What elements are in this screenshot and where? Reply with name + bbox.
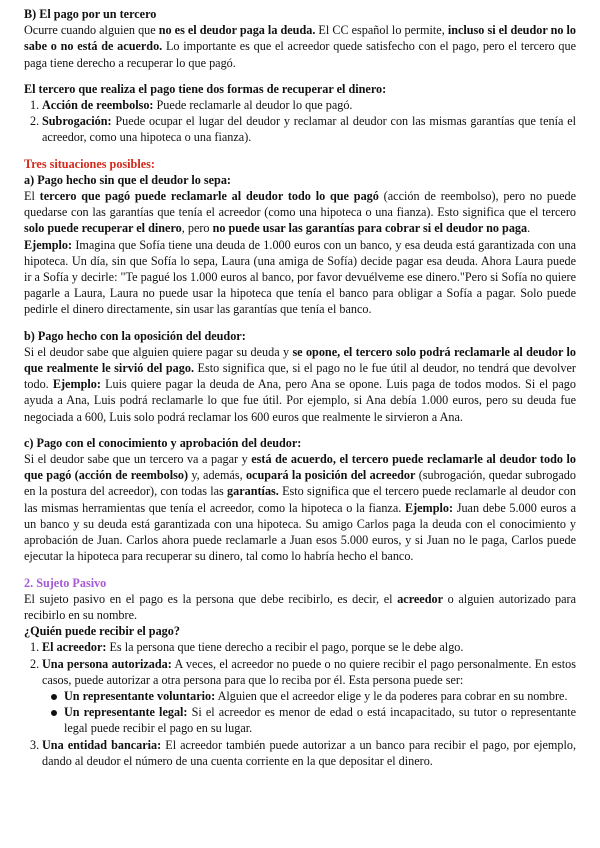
sub-list-item: Un representante voluntario: Alguien que el acreedor elige y le da poderes para cobrar en su nombre. xyxy=(42,688,576,704)
situation-a-heading: a) Pago hecho sin que el deudor lo sepa: xyxy=(24,172,231,187)
situation-a-body: El tercero que pagó puede reclamarle al deudor todo lo que pagó (acción de reembolso), pero no puede quedarse con las garantías que tenía el acreedor (como una hipoteca o una fianza). Esto significa que el tercero solo puede recuperar el dinero, pero no puede usar las garantías para cobrar si el deudor no paga. xyxy=(24,189,576,236)
forms-heading: El tercero que realiza el pago tiene dos formas de recuperar el dinero: xyxy=(24,81,387,96)
list-item: 3. Una entidad bancaria: El acreedor también puede autorizar a un banco para recibir el pago, por ejemplo, dando al deudor el número de una cuenta corriente en la que depositar el dinero. xyxy=(30,737,576,768)
situation-b-heading: b) Pago hecho con la oposición del deudor: xyxy=(24,328,246,343)
situations-heading: Tres situaciones posibles: xyxy=(24,156,155,171)
list-item: 2. Subrogación: Puede ocupar el lugar del deudor y reclamar al deudor con las mismas garantías que tenía el acreedor, como una hipoteca o una fianza). xyxy=(30,114,576,145)
section-2-question: ¿Quién puede recibir el pago? xyxy=(24,624,180,639)
list-item: 1. El acreedor: Es la persona que tiene derecho a recibir el pago, porque se le debe algo. xyxy=(30,640,464,655)
situation-a-example: Ejemplo: Imagina que Sofía tiene una deuda de 1.000 euros con un banco, y esa deuda está garantizada con una hipoteca. Un día, sin que Sofía lo sepa, Laura (una amiga de Sofía) decide pagar esa deuda. Ahora Laura puede ir a Sofía y decirle: "Te pagué los 1.000 euros al banco, por favor devuélveme ese dinero."Pero si Sofía no quiere pagarle a Laura, Laura no puede usar la hipoteca que tenía el banco para obligar a Sofía a pagar. Solo puede pedirle el dinero directamente, sin usar las garantías que tenía el banco. xyxy=(24,237,576,317)
situation-c-heading: c) Pago con el conocimiento y aprobación del deudor: xyxy=(24,435,302,450)
receivers-list xyxy=(24,639,576,769)
section-2-heading: 2. Sujeto Pasivo xyxy=(24,575,107,590)
list-item: 2. Una persona autorizada: A veces, el acreedor no puede o no quiere recibir el pago personalmente. En estos casos, puede autorizar a otra persona para que lo reciba por él. Esta persona puede ser: Un representante voluntario: Alguien que el acreedor elige y le da poderes para cobrar en su nombre. Un representante legal: Si el acreedor es menor de edad o está incapacitado, su tutor o representante legal puede recibir el pago en su lugar. xyxy=(30,656,577,736)
forms-list xyxy=(24,97,576,146)
section-2-intro: El sujeto pasivo en el pago es la persona que debe recibirlo, es decir, el acreedor o alguien autorizado para recibirlo en su nombre. xyxy=(24,591,576,622)
section-b-heading: B) El pago por un tercero xyxy=(24,7,157,21)
section-b-intro: Ocurre cuando alguien que no es el deudor paga la deuda. El CC español lo permite, incluso si el deudor no lo sabe o no está de acuerdo. Lo importante es que el acreedor quede satisfecho con el pago, pero el tercero que paga tiene derecho a recuperar lo que pagó. xyxy=(24,23,576,70)
list-item: 1. Acción de reembolso: Puede reclamarle al deudor lo que pagó. xyxy=(30,98,353,113)
sub-list-item: Un representante legal: Si el acreedor es menor de edad o está incapacitado, su tutor o representante legal puede recibir el pago en su lugar. xyxy=(42,704,576,736)
situation-b-body: Si el deudor sabe que alguien quiere pagar su deuda y se opone, el tercero solo podrá reclamarle al deudor lo que realmente le sirvió del pago. Esto significa que, si el pago no le fue útil al deudor, no tendrá que devolver todo. Ejemplo: Luis quiere pagar la deuda de Ana, pero Ana se opone. Luis paga de todos modos. Si el pago ayuda a Ana, Luis podrá reclamarle lo que fue útil. Por ejemplo, si Ana debía 1.000 euros, pero su deuda fue negociada a 600, Luis solo podrá reclamar los 600 euros que realmente le sirvieron a Ana. xyxy=(24,344,576,424)
representatives-sublist xyxy=(42,688,576,737)
situation-c-body: Si el deudor sabe que un tercero va a pagar y está de acuerdo, el tercero puede reclamarle al deudor todo lo que pagó (acción de reembolso) y, además, ocupará la posición del acreedor (subrogación, quedar subrogado en la postura del acreedor), con todas las garantías. Esto significa que el tercero puede reclamarle al deudor con las mismas herramientas que tenía el acreedor, como la hipoteca o la fianza. Ejemplo: Juan debe 5.000 euros a un banco y su deuda está garantizada con una hipoteca. Su amigo Carlos paga la deuda con el conocimiento y aprobación de Juan. Carlos ahora puede reclamarle a Juan esos 5.000 euros, y si Juan no le paga, Carlos puede ejecutar la hipoteca para recuperar su dinero, tal como lo habría hecho el banco. xyxy=(24,452,576,564)
